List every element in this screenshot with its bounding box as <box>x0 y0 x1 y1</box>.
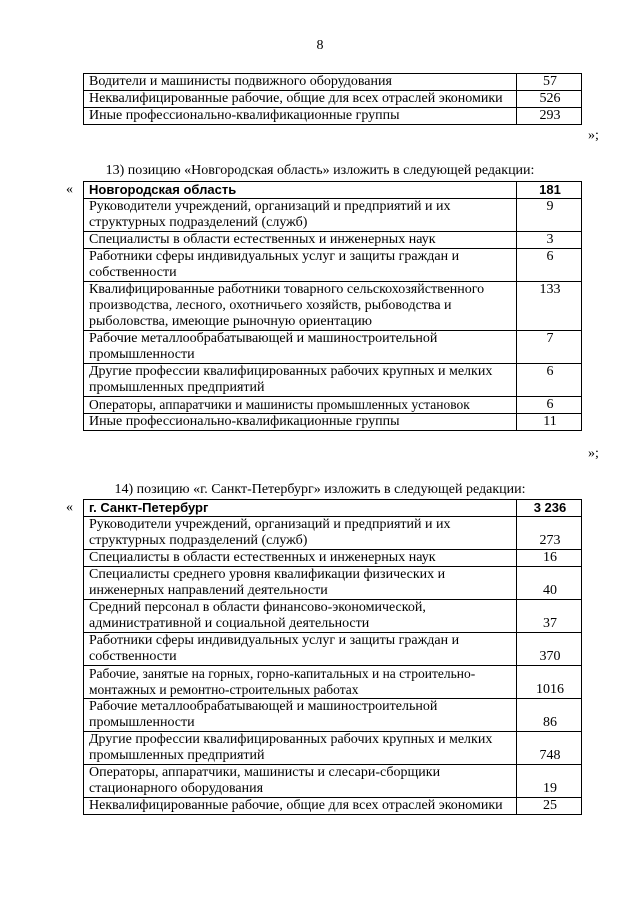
table-row <box>84 282 582 331</box>
occupation-name: Руководители учреждений, организаций и предприятий и их структурных подразделений (служб) <box>84 517 517 550</box>
table-row <box>84 567 582 600</box>
occupation-value: 748 <box>517 732 582 765</box>
occupation-value: 370 <box>517 633 582 666</box>
table-row <box>84 600 582 633</box>
occupation-value: 6 <box>517 397 582 414</box>
table-saint-petersburg <box>83 499 582 815</box>
occupation-name: Специалисты среднего уровня квалификации физических и инженерных направлений деятельности <box>84 567 517 600</box>
occupation-value: 86 <box>517 699 582 732</box>
occupation-name: Другие профессии квалифицированных рабочих крупных и мелких промышленных предприятий <box>84 732 517 765</box>
table-row <box>84 699 582 732</box>
region-total: 181 <box>517 182 582 199</box>
occupation-value: 16 <box>517 550 582 567</box>
occupation-name: Неквалифицированные рабочие, общие для всех отраслей экономики <box>84 91 517 108</box>
occupation-value: 9 <box>517 199 582 232</box>
table-novgorod <box>83 181 582 431</box>
occupation-value: 6 <box>517 364 582 397</box>
occupation-name: Операторы, аппаратчики, машинисты и слесари-сборщики стационарного оборудования <box>84 765 517 798</box>
occupation-value: 293 <box>517 108 582 125</box>
occupation-value: 37 <box>517 600 582 633</box>
occupation-value: 40 <box>517 567 582 600</box>
occupation-name: Работники сферы индивидуальных услуг и защиты граждан и собственности <box>84 249 517 282</box>
occupation-value: 133 <box>517 282 582 331</box>
occupation-name: Рабочие металлообрабатывающей и машиностроительной промышленности <box>84 331 517 364</box>
occupation-name: Водители и машинисты подвижного оборудования <box>84 74 517 91</box>
occupation-value: 7 <box>517 331 582 364</box>
table-row <box>84 91 582 108</box>
occupation-name: Работники сферы индивидуальных услуг и защиты граждан и собственности <box>84 633 517 666</box>
table-row <box>84 765 582 798</box>
occupation-name: Рабочие, занятые на горных, горно-капитальных и на строительно-монтажных и ремонтно-строительных работах <box>84 666 517 699</box>
occupation-name: Рабочие металлообрабатывающей и машиностроительной промышленности <box>84 699 517 732</box>
table-header-row <box>84 500 582 517</box>
opening-quote: « <box>66 500 73 515</box>
section-13-intro: 13) позицию «Новгородская область» изложить в следующей редакции: <box>105 163 535 178</box>
table-row <box>84 517 582 550</box>
occupation-name: Квалифицированные работники товарного сельскохозяйственного производства, лесного, охотничьего хозяйств, рыбоводства и рыболовства, имеющие рыночную ориентацию <box>84 282 517 331</box>
region-name: г. Санкт-Петербург <box>84 500 517 517</box>
occupation-value: 3 <box>517 232 582 249</box>
region-total: 3 236 <box>517 500 582 517</box>
region-name: Новгородская область <box>84 182 517 199</box>
table-previous <box>83 73 582 125</box>
occupation-name: Другие профессии квалифицированных рабочих крупных и мелких промышленных предприятий <box>84 364 517 397</box>
table-row <box>84 666 582 699</box>
occupation-value: 11 <box>517 414 582 431</box>
table-row <box>84 798 582 815</box>
occupation-name: Средний персонал в области финансово-экономической, административной и социальной деятельности <box>84 600 517 633</box>
occupation-value: 1016 <box>517 666 582 699</box>
occupation-value: 19 <box>517 765 582 798</box>
occupation-name: Специалисты в области естественных и инженерных наук <box>84 232 517 249</box>
occupation-value: 25 <box>517 798 582 815</box>
occupation-name: Неквалифицированные рабочие, общие для всех отраслей экономики <box>84 798 517 815</box>
page-number: 8 <box>316 38 324 53</box>
table-row <box>84 331 582 364</box>
occupation-name: Специалисты в области естественных и инженерных наук <box>84 550 517 567</box>
occupation-name: Руководители учреждений, организаций и предприятий и их структурных подразделений (служб) <box>84 199 517 232</box>
table-row <box>84 108 582 125</box>
closing-quote: »; <box>588 128 599 143</box>
table-row <box>84 550 582 567</box>
table-row <box>84 74 582 91</box>
occupation-name: Иные профессионально-квалификационные группы <box>84 414 517 431</box>
occupation-value: 526 <box>517 91 582 108</box>
table-row <box>84 397 582 414</box>
occupation-value: 57 <box>517 74 582 91</box>
table-row <box>84 732 582 765</box>
occupation-value: 6 <box>517 249 582 282</box>
table-row <box>84 232 582 249</box>
table-row <box>84 633 582 666</box>
table-row <box>84 199 582 232</box>
occupation-value: 273 <box>517 517 582 550</box>
table-row <box>84 364 582 397</box>
table-row <box>84 414 582 431</box>
closing-quote: »; <box>588 446 599 461</box>
table-header-row <box>84 182 582 199</box>
occupation-name: Иные профессионально-квалификационные группы <box>84 108 517 125</box>
section-14-intro: 14) позицию «г. Санкт-Петербург» изложить в следующей редакции: <box>114 482 526 497</box>
table-row <box>84 249 582 282</box>
opening-quote: « <box>66 182 73 197</box>
occupation-name: Операторы, аппаратчики и машинисты промышленных установок <box>84 397 517 414</box>
